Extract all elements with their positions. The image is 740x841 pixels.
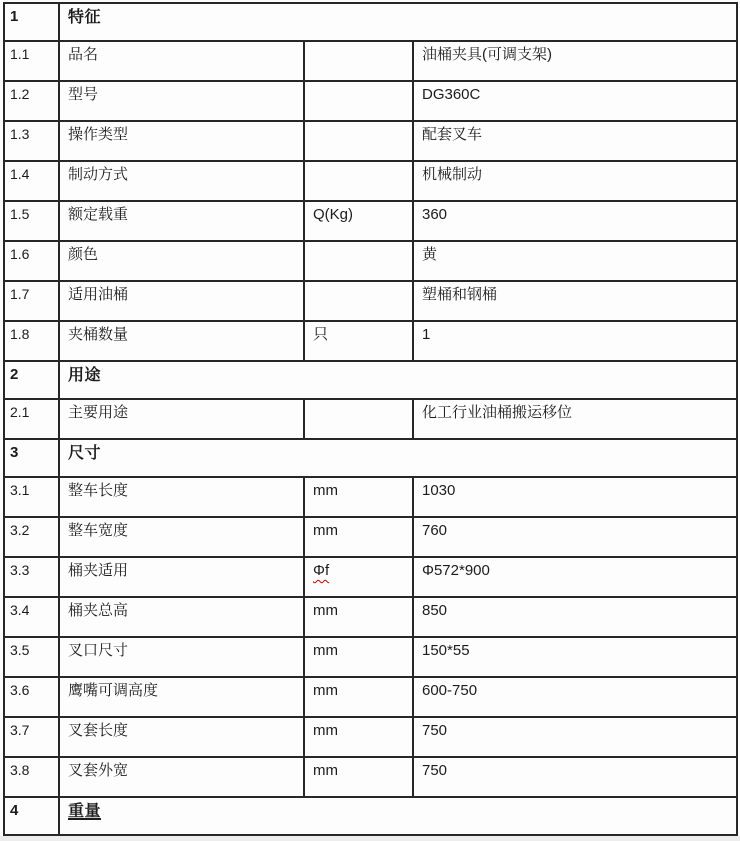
section-title: 特征	[68, 9, 102, 26]
section-title: 重量	[68, 803, 102, 820]
row-number-cell: 1.7	[4, 281, 59, 321]
item-label-cell: 整车长度	[59, 477, 304, 517]
section-number-cell: 3	[4, 439, 59, 477]
section-title: 用途	[68, 367, 102, 384]
unit-text: mm	[313, 722, 338, 739]
spec-table	[3, 2, 738, 836]
spec-row	[4, 517, 737, 557]
value-cell: 化工行业油桶搬运移位	[413, 399, 737, 439]
row-number-cell: 2.1	[4, 399, 59, 439]
item-label-cell: 主要用途	[59, 399, 304, 439]
value-cell: 850	[413, 597, 737, 637]
page-bottom-edge	[0, 836, 740, 841]
unit-cell	[304, 637, 413, 677]
spec-row	[4, 281, 737, 321]
row-number-cell: 3.5	[4, 637, 59, 677]
spec-row	[4, 121, 737, 161]
row-number-cell: 1.3	[4, 121, 59, 161]
row-number-cell: 3.2	[4, 517, 59, 557]
value-cell: 黄	[413, 241, 737, 281]
row-number-cell: 1.8	[4, 321, 59, 361]
item-label-cell: 夹桶数量	[59, 321, 304, 361]
row-number-cell: 3.1	[4, 477, 59, 517]
item-label-cell: 叉口尺寸	[59, 637, 304, 677]
section-row	[4, 361, 737, 399]
spec-row	[4, 41, 737, 81]
spec-row	[4, 477, 737, 517]
item-label-cell: 叉套外宽	[59, 757, 304, 797]
unit-cell	[304, 161, 413, 201]
item-label-cell: 桶夹适用	[59, 557, 304, 597]
unit-cell	[304, 281, 413, 321]
unit-cell	[304, 517, 413, 557]
spec-row	[4, 241, 737, 281]
unit-text: mm	[313, 682, 338, 699]
unit-cell	[304, 121, 413, 161]
section-title-cell	[59, 361, 737, 399]
unit-text: mm	[313, 602, 338, 619]
spec-row	[4, 637, 737, 677]
section-number-cell: 2	[4, 361, 59, 399]
section-row	[4, 3, 737, 41]
section-title: 尺寸	[68, 445, 102, 462]
value-cell: 油桶夹具(可调支架)	[413, 41, 737, 81]
item-label-cell: 型号	[59, 81, 304, 121]
value-cell: 1030	[413, 477, 737, 517]
unit-cell	[304, 757, 413, 797]
row-number-cell: 3.4	[4, 597, 59, 637]
unit-text: Φf	[313, 562, 330, 579]
item-label-cell: 桶夹总高	[59, 597, 304, 637]
value-cell: 750	[413, 717, 737, 757]
spec-row	[4, 81, 737, 121]
section-row	[4, 797, 737, 835]
spec-row	[4, 677, 737, 717]
item-label-cell: 操作类型	[59, 121, 304, 161]
unit-cell	[304, 717, 413, 757]
item-label-cell: 制动方式	[59, 161, 304, 201]
unit-text: mm	[313, 642, 338, 659]
section-title-cell	[59, 439, 737, 477]
unit-cell	[304, 557, 413, 597]
row-number-cell: 3.6	[4, 677, 59, 717]
unit-cell	[304, 241, 413, 281]
spec-row	[4, 757, 737, 797]
value-cell: 机械制动	[413, 161, 737, 201]
unit-cell	[304, 399, 413, 439]
value-cell: 配套叉车	[413, 121, 737, 161]
unit-cell	[304, 321, 413, 361]
unit-text: Q(Kg)	[313, 206, 354, 223]
row-number-cell: 1.6	[4, 241, 59, 281]
value-cell: DG360C	[413, 81, 737, 121]
section-number-cell: 4	[4, 797, 59, 835]
section-title-cell	[59, 797, 737, 835]
spec-row	[4, 321, 737, 361]
value-cell: 1	[413, 321, 737, 361]
value-cell: Φ572*900	[413, 557, 737, 597]
row-number-cell: 3.7	[4, 717, 59, 757]
value-cell: 760	[413, 517, 737, 557]
row-number-cell: 3.8	[4, 757, 59, 797]
spec-table-body	[4, 3, 737, 835]
row-number-cell: 1.2	[4, 81, 59, 121]
unit-cell	[304, 677, 413, 717]
spec-row	[4, 161, 737, 201]
section-row	[4, 439, 737, 477]
item-label-cell: 叉套长度	[59, 717, 304, 757]
unit-cell	[304, 81, 413, 121]
unit-text: 只	[313, 326, 329, 343]
item-label-cell: 鹰嘴可调高度	[59, 677, 304, 717]
spec-row	[4, 399, 737, 439]
unit-cell	[304, 477, 413, 517]
unit-cell	[304, 201, 413, 241]
spec-row	[4, 717, 737, 757]
row-number-cell: 1.1	[4, 41, 59, 81]
item-label-cell: 品名	[59, 41, 304, 81]
unit-cell	[304, 597, 413, 637]
spec-row	[4, 201, 737, 241]
item-label-cell: 整车宽度	[59, 517, 304, 557]
item-label-cell: 额定载重	[59, 201, 304, 241]
value-cell: 600-750	[413, 677, 737, 717]
item-label-cell: 颜色	[59, 241, 304, 281]
spec-row	[4, 597, 737, 637]
unit-cell	[304, 41, 413, 81]
unit-text: mm	[313, 482, 338, 499]
item-label-cell: 适用油桶	[59, 281, 304, 321]
row-number-cell: 1.4	[4, 161, 59, 201]
spec-row	[4, 557, 737, 597]
value-cell: 750	[413, 757, 737, 797]
unit-text: mm	[313, 522, 338, 539]
value-cell: 150*55	[413, 637, 737, 677]
value-cell: 360	[413, 201, 737, 241]
section-title-cell	[59, 3, 737, 41]
row-number-cell: 1.5	[4, 201, 59, 241]
unit-text: mm	[313, 762, 338, 779]
row-number-cell: 3.3	[4, 557, 59, 597]
section-number-cell: 1	[4, 3, 59, 41]
value-cell: 塑桶和钢桶	[413, 281, 737, 321]
